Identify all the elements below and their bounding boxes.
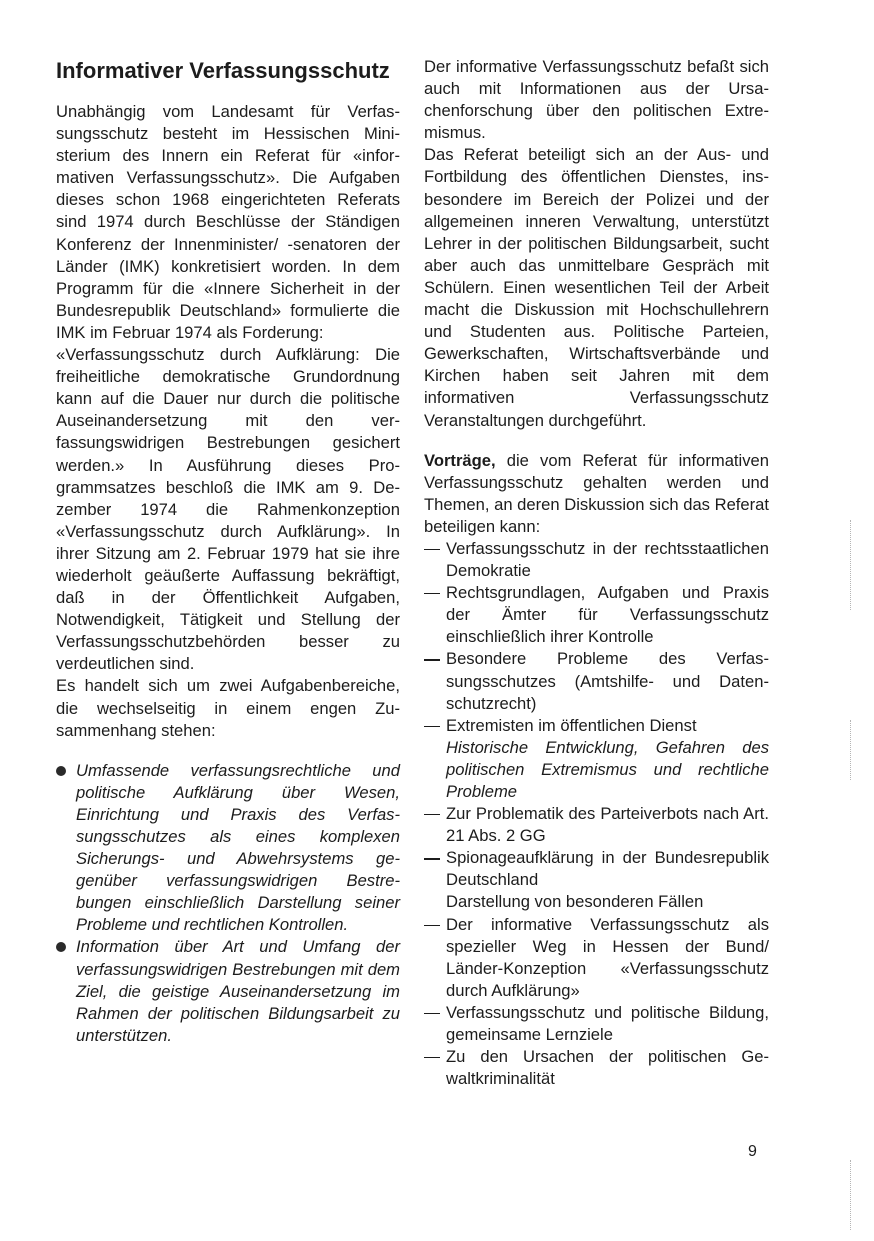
topic-item: Verfassungsschutz und politische Bildung, gemeinsame Lernziele bbox=[424, 1002, 769, 1046]
dash-icon bbox=[424, 1057, 440, 1058]
topic-item: Der informative Verfassungsschutz als spezieller Weg in Hessen der Bund/ Länder-Konzeption «Verfassungsschutz durch Aufklärung» bbox=[424, 914, 769, 1002]
bullet-icon bbox=[56, 942, 66, 952]
dash-icon bbox=[424, 593, 440, 594]
left-column bbox=[56, 56, 400, 1047]
bullet-item: Information über Art und Umfang der verfassungswidrigen Bestrebungen mit dem Ziel, die geistige Auseinandersetzung im Rahmen der politischen Bildungsarbeit zu unterstützen. bbox=[56, 936, 400, 1046]
topic-item: Besondere Probleme des Verfassungsschutzes (Amtshilfe- und Datenschutzrecht) bbox=[424, 648, 769, 714]
dash-icon bbox=[424, 726, 440, 727]
dash-icon bbox=[424, 549, 440, 550]
dash-icon bbox=[424, 925, 440, 926]
topic-item: Verfassungsschutz in der rechtsstaatlichen Demokratie bbox=[424, 538, 769, 582]
quote-paragraph: «Verfassungsschutz durch Aufklärung: Die freiheitliche demokratische Grundordnung kann auf die Dauer nur durch die politische Auseinandersetzung mit den verfassungswidrigen Bestrebungen gesichert werden.» In Ausführung dieses Programmsatzes beschloß die IMK am 9. Dezember 1974 die Rahmenkonzeption «Verfassungsschutz durch Aufklärung». In ihrer Sitzung am 2. Februar 1979 hat sie ihre wiederholt geäußerte Auffassung bekräftigt, daß in der Öffentlichkeit Aufgaben, Notwendigkeit, Tätigkeit und Stellung der Verfassungsschutzbehörden besser zu verdeutlichen sind. bbox=[56, 345, 400, 674]
scan-margin-mark bbox=[850, 520, 851, 610]
topic-subline: Darstellung von besonderen Fällen bbox=[446, 892, 704, 912]
page-heading: Informativer Verfassungsschutz bbox=[56, 58, 390, 83]
bullet-item: Umfassende verfassungsrechtliche und politische Aufklärung über Wesen, Einrichtung und Praxis des Verfassungsschutzes als eines komplexen Sicherungs- und Abwehrsystems gegenüber verfassungswidrigen Bestrebungen einschließlich Darstellung seiner Probleme und rechtlichen Kontrollen. bbox=[56, 760, 400, 937]
training-paragraph: Das Referat beteiligt sich an der Aus- und Fortbildung des öffentlichen Dienstes, insbesondere im Bereich der Polizei und der allgemeinen inneren Verwaltung, unterstützt Lehrer in der politischen Bildungsarbeit, sucht aber auch das unmittelbare Gespräch mit Schülern. Einen wesentlichen Teil der Arbeit macht die Diskussion mit Hochschullehrern und Studenten aus. Politische Parteien, Gewerkschaften, Wirtschaftsverbände und Kirchen haben seit Jahren mit dem informativen Verfassungsschutz Veranstaltungen durchgeführt. bbox=[424, 145, 769, 430]
areas-paragraph: Es handelt sich um zwei Aufgabenbereiche, die wechselseitig in einem engen Zusammenhang stehen: bbox=[56, 676, 400, 740]
lectures-intro: Vorträge, die vom Referat für informativen Verfassungsschutz gehalten werden und Themen, an deren Diskussion sich das Referat beteiligen kann: bbox=[424, 450, 769, 536]
right-column bbox=[424, 56, 769, 1090]
research-paragraph: Der informative Verfassungsschutz befaßt sich auch mit Informationen aus der Ursachenforschung über den politischen Extremismus. bbox=[424, 57, 769, 143]
topic-item: Rechtsgrundlagen, Aufgaben und Praxis der Ämter für Verfassungsschutz einschließlich ihrer Kontrolle bbox=[424, 582, 769, 648]
dash-icon bbox=[424, 1013, 440, 1014]
scan-margin-mark bbox=[850, 720, 851, 780]
lectures-label: Vorträge, bbox=[424, 450, 496, 470]
topic-list bbox=[424, 538, 769, 1090]
topic-item: Spionageaufklärung in der Bundesrepublik Deutschland Darstellung von besonderen Fällen bbox=[424, 847, 769, 913]
topic-item: Zu den Ursachen der politischen Gewaltkriminalität bbox=[424, 1046, 769, 1090]
topic-item: Extremisten im öffentlichen Dienst Historische Entwicklung, Gefahren des politischen Extremismus und rechtliche Probleme bbox=[424, 715, 769, 803]
intro-paragraph: Unabhängig vom Landesamt für Verfassungsschutz besteht im Hessischen Ministerium des Innern ein Referat für «informativen Verfassungsschutz». Die Aufgaben dieses schon 1968 eingerichteten Referats sind 1974 durch Beschlüsse der Ständigen Konferenz der Innenminister/ -senatoren der Länder (IMK) konkretisiert worden. In dem Programm für die «Innere Sicherheit in der Bundesrepublik Deutschland» formulierte die IMK im Februar 1974 als Forderung: bbox=[56, 102, 400, 342]
topic-item: Zur Problematik des Parteiverbots nach Art. 21 Abs. 2 GG bbox=[424, 803, 769, 847]
task-bullet-list bbox=[56, 760, 400, 1047]
page-number: 9 bbox=[748, 1143, 757, 1160]
topic-subline: Historische Entwicklung, Gefahren des politischen Extremismus und rechtliche Probleme bbox=[446, 737, 769, 801]
dash-icon bbox=[424, 659, 440, 660]
dash-icon bbox=[424, 858, 440, 859]
scan-margin-mark bbox=[850, 1160, 851, 1230]
dash-icon bbox=[424, 814, 440, 815]
bullet-icon bbox=[56, 766, 66, 776]
